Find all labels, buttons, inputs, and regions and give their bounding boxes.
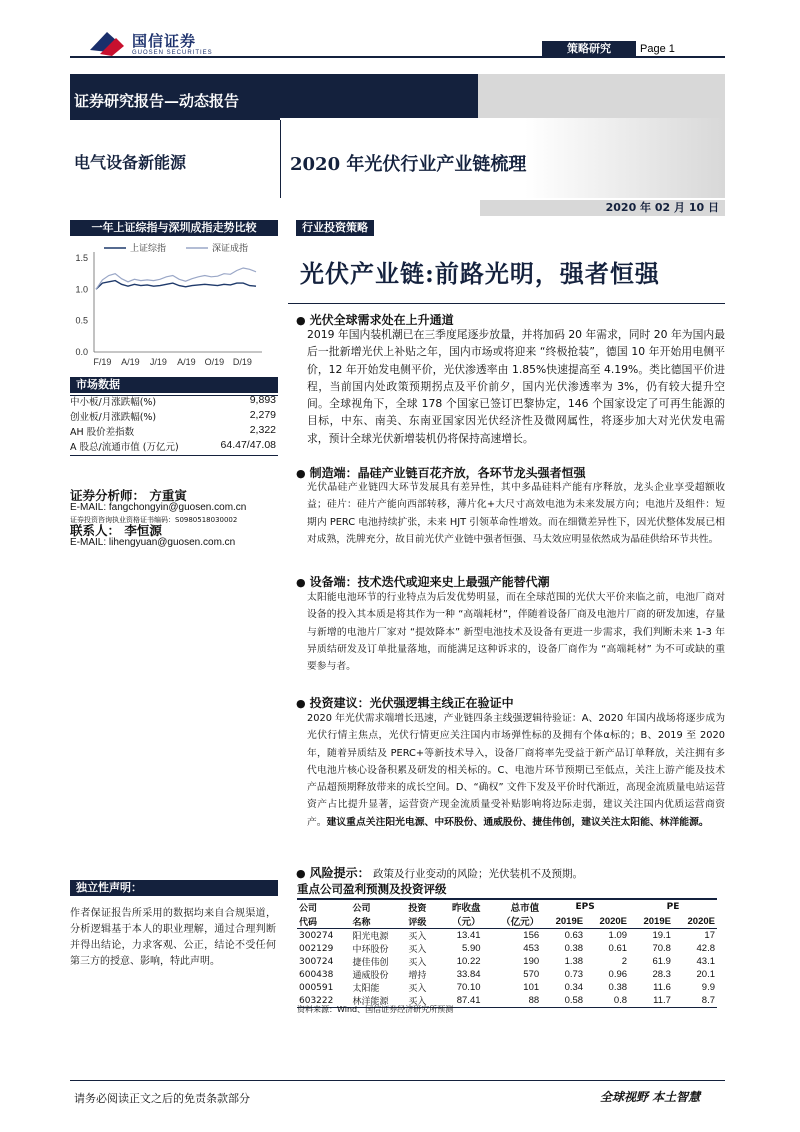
table-header-cell: 投资 (408, 903, 427, 914)
table-header-cell: 2019E (643, 915, 671, 927)
disclaimer-text: 作者保证报告所采用的数据均来自合规渠道，分析逻辑基于本人的职业理解，通过合理判断并得出结论，力求客观、公正，结论不受任何第三方的授意、影响，特此声明。 (70, 908, 276, 967)
table-header-cell: 名称 (352, 917, 371, 928)
table-cell: 300724 (299, 956, 334, 967)
analyst-certificate: 证券投资咨询执业资格证书编码：S0980518030002 (70, 516, 238, 524)
table-cell: 5.90 (462, 943, 481, 954)
forecast-table-wrap (297, 898, 717, 1008)
y-tick-label: 1.5 (75, 253, 88, 263)
market-row-value: 9,893 (249, 394, 276, 406)
table-cell: 0.58 (564, 995, 584, 1006)
x-tick-label: A/19 (177, 357, 196, 367)
market-row-label: 创业板/月涨跌幅(%) (70, 412, 157, 423)
table-cell: 增持 (408, 971, 427, 981)
table-cell: 买入 (408, 984, 427, 994)
forecast-table (297, 900, 717, 1007)
table-cell: 101 (523, 982, 540, 993)
market-row (70, 394, 276, 408)
industry-name: 电气设备新能源 (74, 153, 187, 172)
section-text-body: 2020 年光伏需求端增长迅速，产业链四条主线强逻辑待验证：A、2020 年国内战场将逐步成为光伏行情主焦点，光伏行情更应关注国内市场弹性标的及拥有个体α标的；B、2019 至 2020 年，随着异质结及 PERC+等新技术导入，设备厂商将率先受益于新产品订单释放，关注拥有多代电池片核心设备积累及研发的相关标的。C、电池片环节预期已至低点，关注上游产能及技术产品超预期释放带来的成长空间。D、“确权” 文件下发及平价时代渐近，高现金流质量电站运营资产占比提升显著，运营资产现金流质量受补贴影响将边际走弱，建议关注国内优质运营商资产。 (307, 713, 725, 828)
market-row-label: 中小板/月涨跌幅(%) (70, 397, 157, 408)
table-cell: 林洋能源 (352, 997, 389, 1007)
table-cell: 70.8 (652, 943, 671, 954)
index-chart-heading: 一年上证综指与深圳成指走势比较 (70, 220, 278, 236)
index-chart (66, 240, 278, 370)
table-cell: 8.7 (701, 995, 715, 1006)
table-header-cell: 昨收盘 (452, 903, 481, 914)
x-tick-label: D/19 (232, 357, 252, 367)
table-row (297, 955, 717, 968)
table-header-cell: 2020E (687, 915, 715, 927)
market-data-heading: 市场数据 (70, 377, 278, 393)
table-cell: 1.09 (608, 930, 628, 941)
analyst-email[interactable]: E-MAIL: fangchongyin@guosen.com.cn (70, 502, 247, 513)
table-header-cell: PE (666, 902, 680, 912)
table-cell: 600438 (299, 969, 334, 980)
table-header-cell: 2019E (555, 915, 584, 927)
table-cell: 20.1 (696, 969, 715, 980)
table-cell: 42.8 (696, 943, 715, 954)
section-heading: ● 投资建议：光伏强逻辑主线正在验证中 (296, 694, 514, 711)
market-row (70, 424, 276, 438)
table-header-cell: 总市值 (510, 903, 540, 914)
table-cell: 买入 (408, 997, 427, 1007)
title-separator (280, 120, 281, 198)
table-cell: 11.7 (653, 995, 671, 1006)
table-cell: 中环股份 (352, 945, 389, 955)
table-header-cell: （亿元） (501, 917, 540, 928)
report-date: 2020 年 02 月 10 日 (480, 200, 725, 216)
table-cell: 70.10 (456, 982, 481, 993)
table-header-cell: 代码 (299, 917, 318, 928)
table-cell: 阳光电源 (352, 932, 389, 942)
series-line-0 (96, 281, 256, 290)
market-row (70, 439, 276, 453)
risk-heading: ● 风险提示： (296, 866, 370, 880)
market-row-value: 64.47/47.08 (220, 439, 276, 451)
table-source: 资料来源：Wind、国信证券经济研究所预测 (297, 1005, 454, 1014)
table-cell: 2 (621, 956, 628, 967)
table-row (297, 942, 717, 955)
document-title: 2020 年光伏行业产业链梳理 (290, 154, 527, 175)
analyst-name: 证券分析师： 方重寅 (70, 488, 187, 503)
table-body (297, 929, 717, 1008)
table-cell: 0.8 (613, 995, 628, 1006)
table-cell: 0.61 (608, 943, 628, 954)
contact-name: 联系人： 李恒源 (70, 523, 162, 538)
legend-label: 深证成指 (212, 244, 249, 254)
market-divider (70, 455, 278, 456)
x-tick-label: J/19 (149, 357, 167, 367)
table-row (297, 981, 717, 994)
table-cell: 11.6 (653, 982, 671, 993)
guosen-logo-icon (88, 28, 126, 58)
x-tick-label: F/19 (93, 357, 112, 367)
table-cell: 002129 (299, 943, 334, 954)
table-row (297, 929, 717, 943)
table-cell: 570 (523, 969, 540, 980)
table-cell: 19.1 (652, 930, 671, 941)
market-row-label: AH 股价差指数 (70, 427, 135, 438)
table-header-cell: EPS (575, 902, 595, 912)
y-tick-label: 0.0 (75, 347, 88, 357)
table-cell: 买入 (408, 958, 427, 968)
page-number: Page 1 (640, 43, 675, 55)
disclaimer-heading: 独立性声明： (70, 880, 278, 896)
table-cell: 0.63 (564, 930, 584, 941)
market-row-value: 2,322 (249, 424, 276, 436)
table-cell: 17 (704, 930, 715, 941)
table-cell: 通威股份 (352, 971, 389, 981)
table-cell: 190 (523, 956, 540, 967)
table-cell: 0.73 (564, 969, 584, 980)
headline: 光伏产业链:前路光明，强者恒强 (300, 259, 660, 288)
table-cell: 1.38 (564, 956, 584, 967)
table-cell: 28.3 (652, 969, 671, 980)
brand-name: 国信证券 (132, 32, 197, 50)
section-text (307, 710, 725, 831)
footer-divider (70, 1080, 725, 1081)
table-title: 重点公司盈利预测及投资评级 (297, 882, 447, 896)
section-text: 太阳能电池环节的行业特点为后发优势明显，而在全球范围的光伏大平价来临之前，电池厂商对设备的投入其本质是将其作为一种 “高端耗材”，伴随着设备厂商及电池片厂商的研发加速，存量与新增的电池片厂家对 “提效降本” 新型电池技术及设备有更进一步需求，我们判断未来 1-3 年异质结研发及订单批量落地，而能满足这种诉求的，设备厂商作为 “高端耗材” 为不可或缺的重要参与者。 (307, 592, 725, 673)
y-tick-label: 1.0 (75, 284, 88, 295)
header-category-tag: 策略研究 (542, 41, 636, 57)
table-cell: 87.41 (456, 995, 481, 1006)
footer-disclaimer-link[interactable]: 请务必阅读正文之后的免责条款部分 (74, 1092, 250, 1105)
table-cell: 0.38 (564, 943, 584, 954)
series-line-1 (96, 268, 256, 289)
table-header-row (297, 900, 717, 914)
brand-name-en: GUOSEN SECURITIES (132, 50, 213, 56)
table-cell: 9.9 (701, 982, 715, 993)
section-heading: ● 设备端：技术迭代或迎来史上最强产能替代潮 (296, 573, 550, 590)
table-cell: 0.38 (608, 982, 628, 993)
table-cell: 000591 (299, 982, 334, 993)
contact-email[interactable]: E-MAIL: lihengyuan@guosen.com.cn (70, 537, 236, 548)
legend-label: 上证综指 (130, 244, 167, 254)
section-text: 光伏晶硅产业链四大环节发展具有差异性，其中多晶硅料产能有序释放，龙头企业享受超额收益；硅片：硅片产能向西部转移，薄片化+大尺寸高效电池为未来发展方向；电池片及组件：短期内 PERC 电池持续扩张，未来 HJT 引领革命性增效。而在细微差异性下，因光伏整体发展已相对成熟，洗牌充分，故目前光伏产业链中强者恒强、马太效应明显依然成为晶硅供给环节共性。 (307, 482, 725, 545)
table-header-cell: （元） (452, 917, 481, 928)
report-type: 证券研究报告—动态报告 (74, 92, 240, 110)
header-divider (70, 56, 725, 58)
section-heading: ● 光伏全球需求处在上升通道 (296, 311, 454, 328)
table-header-cell: 评级 (408, 917, 427, 928)
market-row-value: 2,279 (249, 409, 276, 421)
section-text: 2019 年国内装机潮已在三季度尾逐步放量，并将加码 20 年需求，同时 20 年为国内最后一批新增光伏上补贴之年，国内市场或将迎来 “终极抢装”，德国 10 年开始用电侧平价，12 年开始发电侧平价，光伏渗透率由 1.85%快速提高至 4.19%。类比德国平价进程，当前国内处政策预期拐点及平价前夕，国内光伏渗透率为 3%，仍有较大提升空间。全球视角下，全球 178 个国家已签订巴黎协定，146 个国家设定了可再生能源的目标，中东、南美、东南亚国家因光伏经济性及微网属性，将逐步加大对光伏发电需求，预计全球光伏新增装机仍将保持高速增长。 (307, 328, 725, 445)
table-cell: 33.84 (456, 969, 481, 980)
table-cell: 156 (523, 930, 540, 941)
market-row-label: A 股总/流通市值 (万亿元) (70, 442, 179, 453)
x-tick-label: A/19 (121, 357, 140, 367)
table-cell: 太阳能 (352, 984, 380, 994)
footer-slogan: 全球视野 本土智慧 (600, 1090, 701, 1104)
section-text-emphasis: 建议重点关注阳光电源、中环股份、通威股份、捷佳伟创，建议关注太阳能、林洋能源。 (326, 816, 709, 828)
headline-rule (288, 303, 725, 304)
table-cell: 43.1 (696, 956, 715, 967)
title-band-accent (478, 74, 725, 118)
table-cell: 61.9 (652, 956, 671, 967)
table-cell: 300274 (299, 930, 334, 941)
table-cell: 10.22 (456, 956, 481, 967)
table-cell: 603222 (299, 995, 334, 1006)
table-cell: 买入 (408, 945, 427, 955)
table-cell: 0.96 (608, 969, 628, 980)
section-heading: ● 制造端：晶硅产业链百花齐放，各环节龙头强者恒强 (296, 464, 586, 481)
risk-text: 政策及行业变动的风险；光伏装机不及预期。 (372, 868, 583, 880)
table-cell: 13.41 (456, 930, 481, 941)
strategy-tag: 行业投资策略 (296, 220, 374, 236)
table-cell: 453 (523, 943, 540, 954)
table-cell: 0.34 (564, 982, 584, 993)
market-row (70, 409, 276, 423)
table-row (297, 968, 717, 981)
table-header-cell: 公司 (299, 903, 318, 914)
table-header-cell: 2020E (599, 915, 628, 927)
y-tick-label: 0.5 (75, 315, 88, 326)
table-cell: 88 (528, 995, 540, 1006)
table-cell: 捷佳伟创 (352, 958, 389, 968)
table-header-cell: 公司 (352, 903, 371, 914)
risk-line (296, 864, 583, 881)
table-header-row (297, 914, 717, 929)
x-tick-label: O/19 (204, 357, 225, 367)
table-cell: 买入 (408, 932, 427, 942)
